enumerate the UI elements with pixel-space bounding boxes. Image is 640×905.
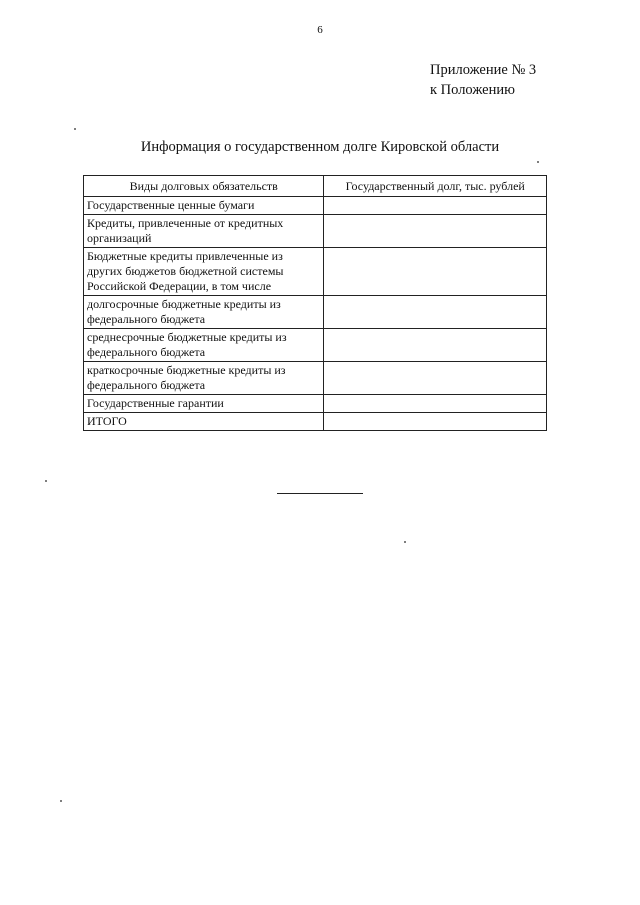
row-label: Кредиты, привлеченные от кредитных организаций	[84, 215, 324, 248]
row-label: долгосрочные бюджетные кредиты из федерального бюджета	[84, 296, 324, 329]
row-label: Бюджетные кредиты привлеченные из других бюджетов бюджетной системы Российской Федерации, в том числе	[84, 248, 324, 296]
debt-table	[83, 175, 547, 431]
table-row	[84, 329, 547, 362]
row-label: среднесрочные бюджетные кредиты из федерального бюджета	[84, 329, 324, 362]
row-label: краткосрочные бюджетные кредиты из федерального бюджета	[84, 362, 324, 395]
table-header-row	[84, 176, 547, 197]
scan-speck	[404, 541, 406, 543]
document-title: Информация о государственном долге Кировской области	[140, 139, 500, 155]
row-label: Государственные гарантии	[84, 395, 324, 413]
appendix-line-1: Приложение № 3	[430, 62, 537, 78]
appendix-line-2: к Положению	[430, 82, 515, 98]
table-row	[84, 362, 547, 395]
row-value	[324, 362, 547, 395]
table-row	[84, 395, 547, 413]
appendix-note	[430, 60, 536, 100]
table-row	[84, 197, 547, 215]
row-value	[324, 329, 547, 362]
table-row	[84, 296, 547, 329]
row-value	[324, 395, 547, 413]
row-value	[324, 296, 547, 329]
column-header-debt-amount: Государственный долг, тыс. рублей	[324, 176, 547, 197]
page-number: 6	[317, 24, 323, 36]
row-value	[324, 248, 547, 296]
row-value	[324, 197, 547, 215]
row-value	[324, 413, 547, 431]
end-separator-line	[277, 493, 363, 494]
row-value	[324, 215, 547, 248]
table-row	[84, 215, 547, 248]
scan-speck	[60, 800, 62, 802]
scan-speck	[74, 128, 76, 130]
scan-speck	[45, 480, 47, 482]
table-row	[84, 248, 547, 296]
row-label: Государственные ценные бумаги	[84, 197, 324, 215]
column-header-debt-type: Виды долговых обязательств	[84, 176, 324, 197]
scan-speck	[537, 161, 539, 163]
table-row	[84, 413, 547, 431]
row-label: ИТОГО	[84, 413, 324, 431]
